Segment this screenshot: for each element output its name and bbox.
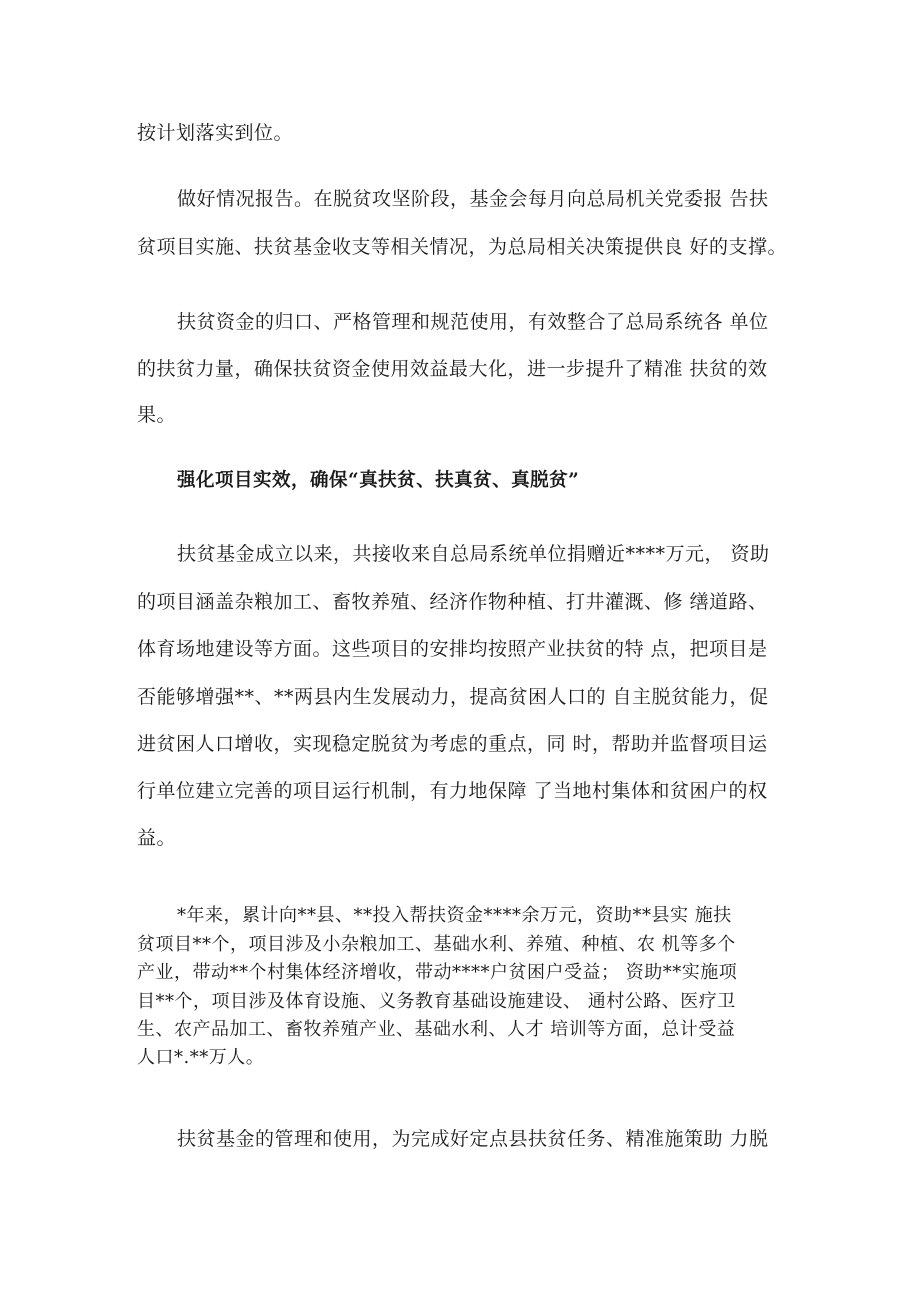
- text-line: 目**个，项目涉及体育设施、义务教育基础设施建设、 通村公路、医疗卫: [137, 991, 736, 1012]
- text-line: 否能够增强**、**两县内生发展动力，提高贫困人口的 自主脱贫能力，促: [137, 686, 769, 708]
- text-line: 扶贫基金的管理和使用，为完成好定点县扶贫任务、精准施策助 力脱: [177, 1128, 769, 1150]
- text-line: *年来，累计向**县、**投入帮扶资金****余万元，资助**县实 施扶: [177, 905, 732, 926]
- text-line: 扶贫基金成立以来，共接收来自总局系统单位捐赠近****万元， 资助: [177, 543, 770, 565]
- text-line: 贫项目实施、扶贫基金收支等相关情况，为总局相关决策提供良 好的支撑。: [137, 236, 788, 258]
- text-line: 贫项目**个，项目涉及小杂粮加工、基础水利、养殖、种植、农 机等多个: [137, 934, 736, 955]
- text-line: 体育场地建设等方面。这些项目的安排均按照产业扶贫的特 点，把项目是: [137, 638, 768, 660]
- text-line: 扶贫资金的归口、严格管理和规范使用，有效整合了总局系统各 单位: [177, 311, 769, 333]
- text-line: 做好情况报告。在脱贫攻坚阶段，基金会每月向总局机关党委报 告扶: [177, 188, 769, 210]
- text-line: 果。: [137, 404, 177, 426]
- text-line: 的项目涵盖杂粮加工、畜牧养殖、经济作物种植、打井灌溉、修 缮道路、: [137, 591, 768, 613]
- text-line: 产业，带动**个村集体经济增收，带动****户贫困户受益； 资助**实施项: [137, 962, 738, 983]
- text-line: 益。: [137, 827, 177, 849]
- text-line: 生、农产品加工、畜牧养殖产业、基础水利、人才 培训等方面，总计受益: [137, 1019, 736, 1040]
- text-line: 的扶贫力量，确保扶贫资金使用效益最大化，进一步提升了精准 扶贫的效: [137, 358, 768, 380]
- text-line: 行单位建立完善的项目运行机制，有力地保障 了当地村集体和贫困户的权: [137, 780, 768, 802]
- text-line: 按计划落实到位。: [137, 122, 294, 144]
- text-line: 进贫困人口增收，实现稳定脱贫为考虑的重点，同 时，帮助并监督项目运: [137, 733, 768, 755]
- section-heading: 强化项目实效，确保“真扶贫、扶真贫、真脱贫”: [177, 470, 580, 491]
- text-line: 人口*.**万人。: [137, 1047, 265, 1068]
